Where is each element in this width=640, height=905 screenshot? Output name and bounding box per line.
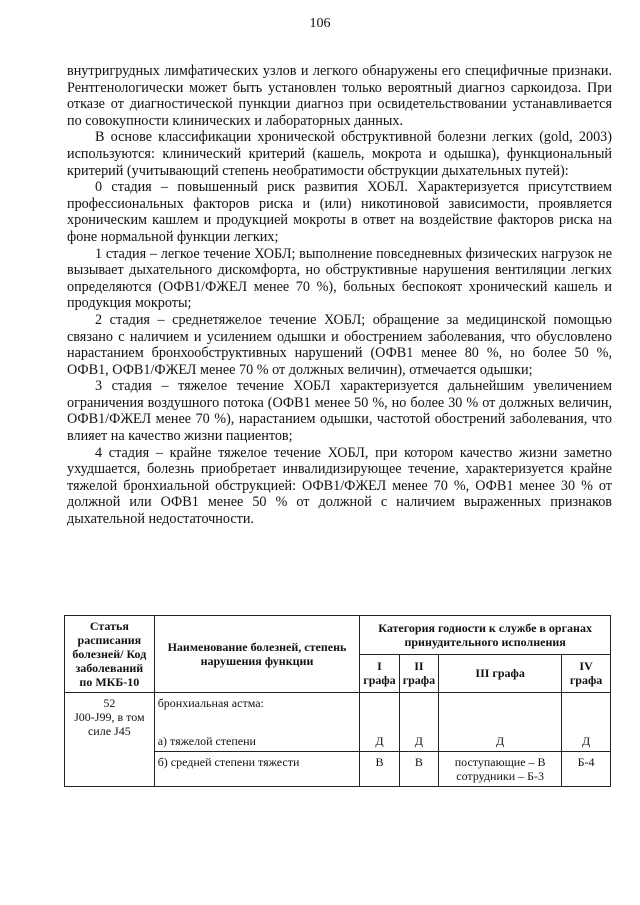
article-number: 52 [103,696,116,710]
grade-cell [439,693,562,720]
page-number: 106 [309,16,331,31]
grade-cell: Б-4 [562,752,611,787]
grade-cell: поступающие – В сотрудники – Б-3 [439,752,562,787]
grade-cell: Д [439,719,562,752]
grade-cell: В [399,752,438,787]
paragraph: 4 стадия – крайне тяжелое течение ХОБЛ, при котором качество жизни заметно ухудшается, болезнь приобретает инвалидизирующее течение, характеризуется крайне тяжелой бронхиальной обструкцией: ОФВ1/ФЖЕЛ менее 70 %, ОФВ1 менее 30 % от должной или ОФВ1 менее 50 % от должной с наличием выраженных признаков дыхательной недостаточности. [67,444,612,528]
grade-cell: Д [399,719,438,752]
fitness-category-table [64,615,611,787]
article-code-cell [65,752,155,787]
header-article: Статья расписания болезней/ Код заболеваний по МКБ-10 [65,616,155,693]
paragraph: внутригрудных лимфатических узлов и легкого обнаружены его специфичные признаки. Рентгенологически может быть установлен только вероятный диагноз саркоидоза. При отказе от диагностической пункции диагноз при освидетельствовании устанавливается по совокупности клинических и лабораторных данных. [67,63,612,129]
grade-cell: Д [360,719,399,752]
header-name: Наименование болезней, степень нарушения функции [154,616,360,693]
article-code-cell [65,693,155,752]
header-col-2: II графа [399,654,438,693]
paragraph: В основе классификации хронической обструктивной болезни легких (gold, 2003) используются: клинический критерий (кашель, мокрота и одышка), функциональный критерий (учитывающий степень необратимости обструкции дыхательных путей): [67,129,612,179]
disease-name: бронхиальная астма: [154,693,360,720]
header-col-1: I графа [360,654,399,693]
icd-codes: J00-J99, в том силе J45 [74,710,145,738]
document-body [67,63,612,528]
grade-cell [399,693,438,720]
table-row [65,752,611,787]
table-header-row [65,616,611,655]
header-col-3: III графа [439,654,562,693]
paragraph: 1 стадия – легкое течение ХОБЛ; выполнение повседневных физических нагрузок не вызывает дыхательного дискомфорта, но обструктивные нарушения вентиляции легких определяются (ОФВ1/ФЖЕЛ менее 70 %), больных беспокоят хронический кашель и продукция мокроты; [67,245,612,312]
disease-name: б) средней степени тяжести [154,752,360,787]
paragraph: 0 стадия – повышенный риск развития ХОБЛ. Характеризуется присутствием профессиональных факторов риска и (или) никотиновой зависимости, проявляется хроническим кашлем и продукцией мокроты в ответ на воздействие факторов риска на фоне нормальной функции легких; [67,179,612,245]
disease-name: а) тяжелой степени [154,719,360,752]
grade-cell [360,693,399,720]
grade-cell [562,693,611,720]
paragraph: 2 стадия – среднетяжелое течение ХОБЛ; обращение за медицинской помощью связано с наличием и усилением одышки и обострением заболевания, что обусловлено нарастанием бронхообструктивных нарушений (ОФВ1 менее 80 %, но более 50 %, ОФВ1, ОФВ1/ФЖЕЛ менее 70 % от должных величин), отмечается одышки; [67,311,612,378]
grade-cell: Д [562,719,611,752]
table-row [65,693,611,720]
header-category: Категория годности к службе в органах принудительного исполнения [360,616,611,655]
grade-cell: В [360,752,399,787]
header-col-4: IV графа [562,654,611,693]
paragraph: 3 стадия – тяжелое течение ХОБЛ характеризуется дальнейшим увеличением ограничения воздушного потока (ОФВ1 менее 50 %, но более 30 % от должных величин, ОФВ1/ФЖЕЛ менее 70 %), нарастанием одышки, частотой обострений заболевания, что влияет на качество жизни пациентов; [67,378,612,445]
